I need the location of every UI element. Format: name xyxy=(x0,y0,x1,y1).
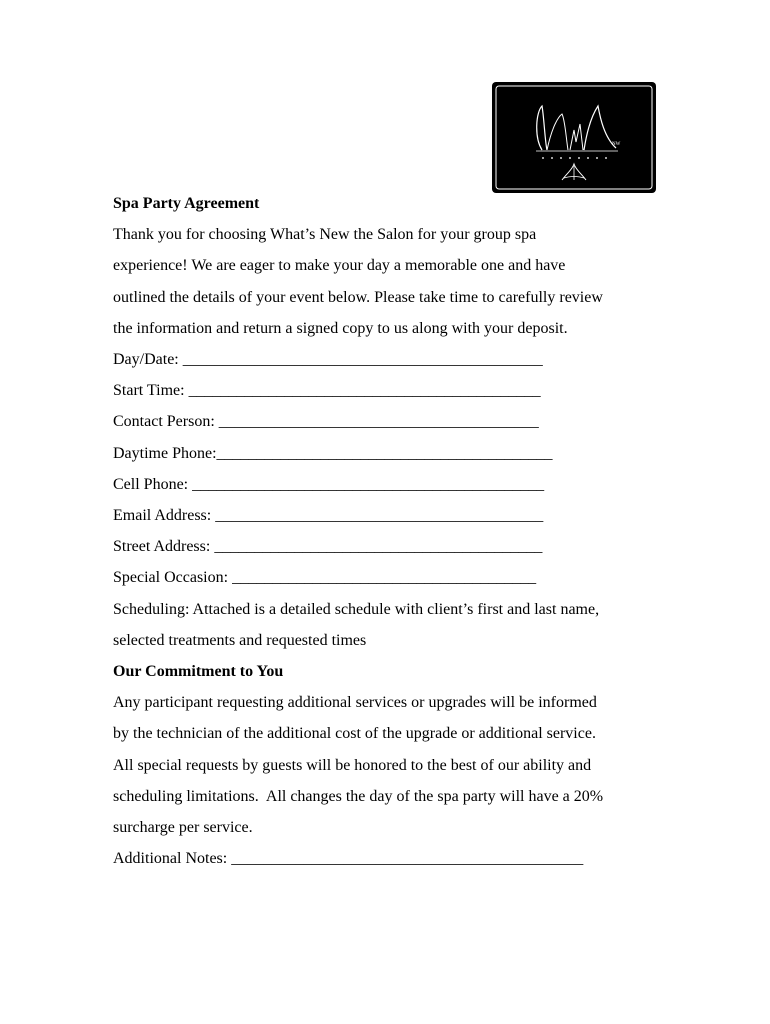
scheduling-line-2: selected treatments and requested times xyxy=(113,631,367,649)
document-title: Spa Party Agreement xyxy=(113,195,260,212)
intro-line-4: the information and return a signed copy to us along with your deposit. xyxy=(113,319,568,337)
commitment-line-3: All special requests by guests will be honored to the best of our ability and xyxy=(113,756,592,774)
commitment-line-1: Any participant requesting additional services or upgrades will be informed xyxy=(113,694,597,712)
day-date-field: Day/Date: _____________________________________________ xyxy=(113,351,543,369)
cell-phone-field: Cell Phone: ____________________________________________ xyxy=(113,475,545,493)
commitment-line-2: by the technician of the additional cost of the upgrade or additional service. xyxy=(113,725,596,743)
intro-line-1: Thank you for choosing What’s New the Salon for your group spa xyxy=(113,226,537,244)
svg-text:NW: NW xyxy=(612,142,621,147)
commitment-line-5: surcharge per service. xyxy=(113,819,253,837)
logo-mark-icon xyxy=(492,82,656,193)
daytime-phone-field: Daytime Phone:__________________________________________ xyxy=(113,444,553,462)
start-time-field: Start Time: ____________________________________________ xyxy=(113,382,541,400)
commitment-line-4: scheduling limitations. All changes the day of the spa party will have a 20% xyxy=(113,787,604,805)
intro-line-3: outlined the details of your event below. Please take time to carefully review xyxy=(113,288,603,306)
additional-notes-field: Additional Notes: ____________________________________________ xyxy=(113,850,584,868)
salon-logo xyxy=(492,82,656,193)
intro-line-2: experience! We are eager to make your day a memorable one and have xyxy=(113,257,566,275)
email-address-field: Email Address: _________________________________________ xyxy=(113,507,544,525)
commitment-heading: Our Commitment to You xyxy=(113,663,284,681)
scheduling-line-1: Scheduling: Attached is a detailed schedule with client’s first and last name, xyxy=(113,600,600,618)
agreement-document xyxy=(113,188,673,874)
street-address-field: Street Address: _________________________________________ xyxy=(113,538,543,556)
contact-person-field: Contact Person: ________________________________________ xyxy=(113,413,539,431)
special-occasion-field: Special Occasion: ______________________________________ xyxy=(113,569,537,587)
